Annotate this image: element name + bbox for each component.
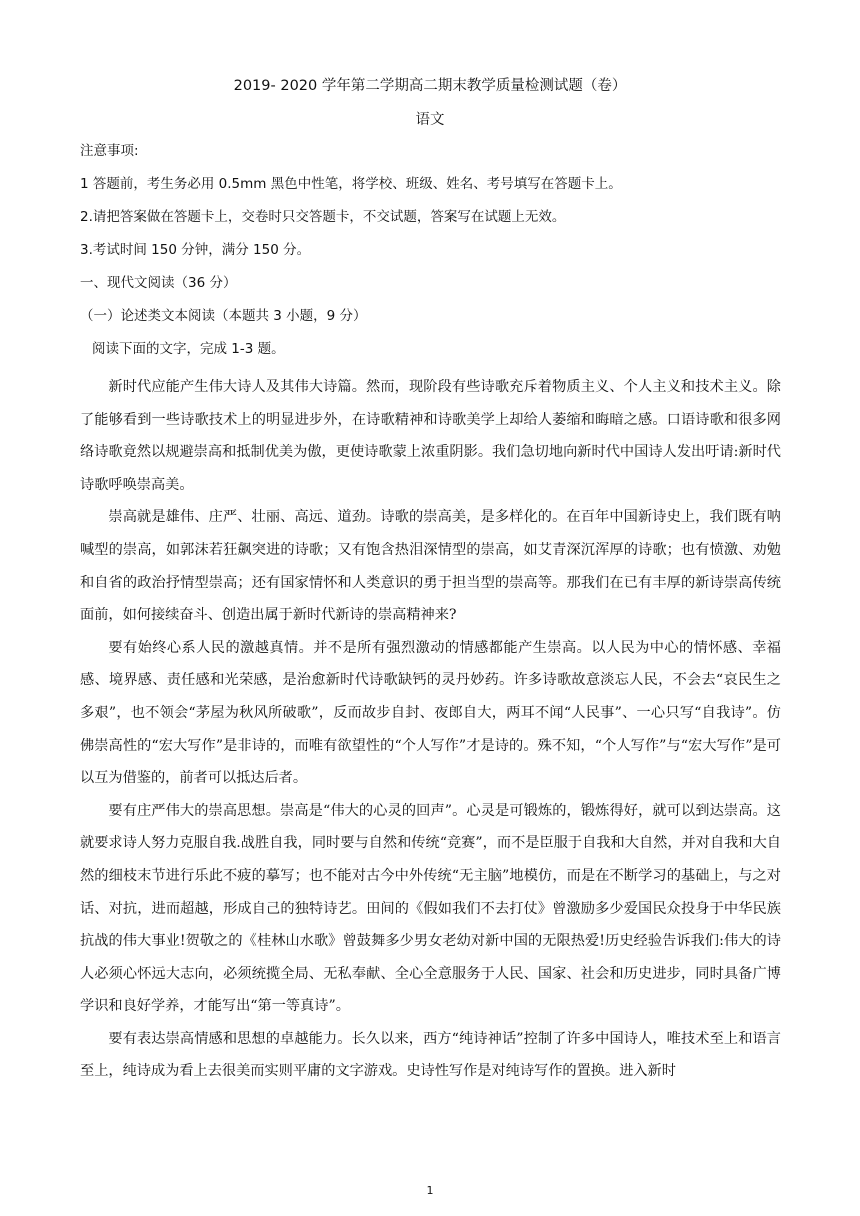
note-item-2: 2.请把答案做在答题卡上，交卷时只交答题卡，不交试题，答案写在试题上无效。 xyxy=(80,209,566,225)
section-subheading: （一）论述类文本阅读（本题共 3 小题，9 分） xyxy=(80,308,367,324)
section-heading: 一、现代文阅读（36 分） xyxy=(80,275,237,291)
passage-paragraph-5: 要有表达崇高情感和思想的卓越能力。长久以来，西方“纯诗神话”控制了许多中国诗人，唯技术至上和语言至上，纯诗成为看上去很美而实则平庸的文字游戏。史诗性写作是对纯诗写作的置换。进入新时 xyxy=(80,1030,781,1080)
notes-heading: 注意事项: xyxy=(80,143,139,159)
note-item-3: 3.考试时间 150 分钟，满分 150 分。 xyxy=(80,242,311,258)
subject-title: 语文 xyxy=(415,112,445,128)
page-body xyxy=(80,140,781,1088)
page-number: 1 xyxy=(426,1184,434,1197)
note-item-1: 1 答题前，考生务必用 0.5mm 黑色中性笔，将学校、班级、姓名、考号填写在答题卡上。 xyxy=(80,176,622,192)
passage-paragraph-1: 新时代应能产生伟大诗人及其伟大诗篇。然而，现阶段有些诗歌充斥着物质主义、个人主义和技术主义。除了能够看到一些诗歌技术上的明显进步外，在诗歌精神和诗歌美学上却给人萎缩和晦暗之感。口语诗歌和很多网络诗歌竟然以规避崇高和抵制优美为傲，更使诗歌蒙上浓重阴影。我们急切地向新时代中国诗人发出吁请:新时代诗歌呼唤崇高美。 xyxy=(80,379,781,493)
exam-title: 2019- 2020 学年第二学期高二期末教学质量检测试题（卷） xyxy=(233,78,627,94)
passage-paragraph-4: 要有庄严伟大的崇高思想。崇高是“伟大的心灵的回声”。心灵是可锻炼的，锻炼得好，就可以到达崇高。这就要求诗人努力克服自我.战胜自我，同时要与自然和传统“竞赛”，而不是臣服于自我和大自然，并对自我和大自然的细枝末节进行乐此不疲的摹写；也不能对古今中外传统“无主脑”地模仿，而是在不断学习的基础上，与之对话、对抗，进而超越，形成自己的独特诗艺。田间的《假如我们不去打仗》曾激励多少爱国民众投身于中华民族抗战的伟大事业!贺敬之的《桂林山水歌》曾鼓舞多少男女老幼对新中国的无限热爱!历史经验告诉我们:伟大的诗人必须心怀远大志向，必须统揽全局、无私奉献、全心全意服务于人民、国家、社会和历史进步，同时具备广博学识和良好学养，才能写出“第一等真诗”。 xyxy=(80,802,781,1015)
passage-paragraph-3: 要有始终心系人民的激越真情。并不是所有强烈激动的情感都能产生崇高。以人民为中心的情怀感、幸福感、境界感、责任感和光荣感，是治愈新时代诗歌缺钙的灵丹妙药。许多诗歌故意淡忘人民，不会去“哀民生之多艰”，也不领会“茅屋为秋风所破歌”，反而故步自封、夜郎自大，两耳不闻“人民事”、一心只写“自我诗”。仿佛崇高性的“宏大写作”是非诗的，而唯有欲望性的“个人写作”才是诗的。殊不知，“个人写作”与“宏大写作”是可以互为借鉴的，前者可以抵达后者。 xyxy=(80,639,781,787)
passage-paragraph-2: 崇高就是雄伟、庄严、壮丽、高远、道劲。诗歌的崇高美，是多样化的。在百年中国新诗史上，我们既有呐喊型的崇高，如郭沫若狂飙突进的诗歌；又有饱含热泪深情型的崇高，如艾青深沉浑厚的诗歌；也有愤激、劝勉和自省的政治抒情型崇高；还有国家情怀和人类意识的勇于担当型的崇高等。那我们在已有丰厚的新诗崇高传统面前，如何接续奋斗、创造出属于新时代新诗的崇高精神来? xyxy=(80,509,781,624)
reading-instruction: 阅读下面的文字，完成 1-3 题。 xyxy=(92,341,285,357)
